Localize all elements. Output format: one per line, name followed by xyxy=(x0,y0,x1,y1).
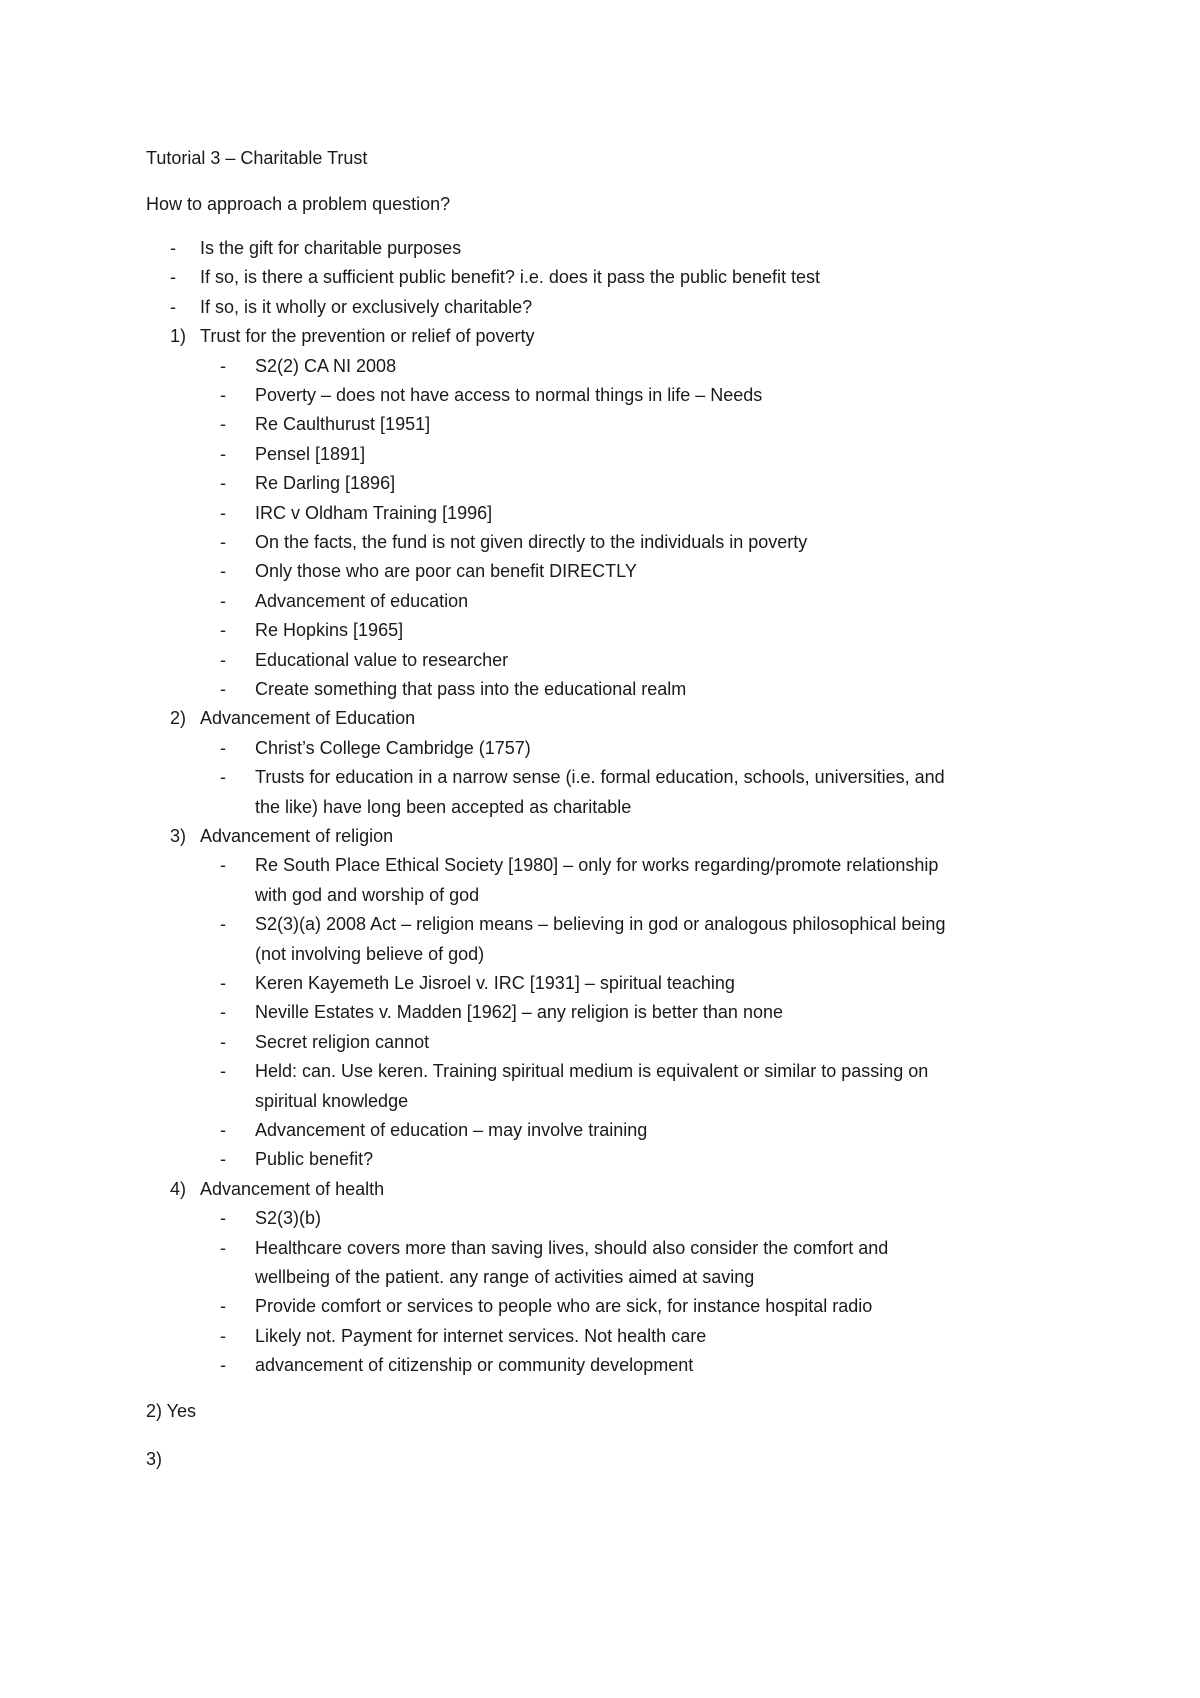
bullet-dash: - xyxy=(220,1355,226,1376)
list-item: IRC v Oldham Training [1996] xyxy=(255,502,493,523)
bullet-dash: - xyxy=(220,1208,226,1229)
bullet-dash: - xyxy=(220,1149,226,1170)
list-item: Educational value to researcher xyxy=(255,649,509,670)
section-number: 3) xyxy=(170,826,187,846)
list-item: Poverty – does not have access to normal things in life – Needs xyxy=(255,385,763,405)
document-title: Tutorial 3 – Charitable Trust xyxy=(146,148,368,168)
list-item: Re South Place Ethical Society [1980] – only for works regarding/promote relationship xyxy=(255,855,939,876)
bullet-dash: - xyxy=(220,973,226,993)
list-item-continuation: wellbeing of the patient. any range of activities aimed at saving xyxy=(255,1267,755,1287)
bullet-dash: - xyxy=(220,1002,226,1023)
approach-item: If so, is there a sufficient public benefit? i.e. does it pass the public benefit test xyxy=(200,267,821,288)
bullet-dash: - xyxy=(220,737,226,758)
list-item: Healthcare covers more than saving lives, should also consider the comfort and xyxy=(255,1237,889,1258)
bullet-dash: - xyxy=(220,1325,226,1346)
list-item: Neville Estates v. Madden [1962] – any religion is better than none xyxy=(255,1002,783,1023)
bullet-dash: - xyxy=(220,1237,226,1258)
list-item-continuation: the like) have long been accepted as charitable xyxy=(255,796,632,817)
section-heading: Trust for the prevention or relief of poverty xyxy=(200,326,535,347)
bullet-dash: - xyxy=(220,561,226,582)
section-heading: Advancement of religion xyxy=(200,826,394,846)
bullet-dash: - xyxy=(220,620,226,641)
list-item: Pensel [1891] xyxy=(255,443,366,464)
list-item: Held: can. Use keren. Training spiritual medium is equivalent or similar to passing on xyxy=(255,1061,929,1082)
section-number: 4) xyxy=(170,1178,187,1199)
list-item: Likely not. Payment for internet services. Not health care xyxy=(255,1325,707,1346)
bullet-dash: - xyxy=(220,590,226,611)
list-item: Re Hopkins [1965] xyxy=(255,620,404,641)
bullet-dash: - xyxy=(220,1031,226,1052)
bullet-dash: - xyxy=(220,1296,226,1317)
list-item: Public benefit? xyxy=(255,1149,374,1170)
bullet-dash: - xyxy=(220,767,226,788)
bullet-dash: - xyxy=(170,296,176,317)
section-number: 1) xyxy=(170,326,187,347)
intro-question: How to approach a problem question? xyxy=(146,194,451,214)
section-heading: Advancement of Education xyxy=(200,708,416,729)
bullet-dash: - xyxy=(220,414,226,435)
bullet-dash: - xyxy=(220,649,226,670)
list-item: Advancement of education xyxy=(255,590,469,611)
bullet-dash: - xyxy=(220,532,226,552)
bullet-dash: - xyxy=(220,1061,226,1082)
list-item: Create something that pass into the educational realm xyxy=(255,679,687,699)
bullet-dash: - xyxy=(220,385,226,405)
list-item: Provide comfort or services to people who are sick, for instance hospital radio xyxy=(255,1296,873,1317)
bullet-dash: - xyxy=(220,443,226,464)
bullet-dash: - xyxy=(220,473,226,494)
bullet-dash: - xyxy=(220,679,226,699)
approach-item: Is the gift for charitable purposes xyxy=(200,238,462,258)
bullet-dash: - xyxy=(220,502,226,523)
list-item: Only those who are poor can benefit DIRECTLY xyxy=(255,561,637,582)
bullet-dash: - xyxy=(220,914,226,935)
list-item: Christ’s College Cambridge (1757) xyxy=(255,737,531,758)
bullet-dash: - xyxy=(170,238,176,258)
list-item: advancement of citizenship or community development xyxy=(255,1355,694,1376)
list-item: Trusts for education in a narrow sense (i.e. formal education, schools, universities, and xyxy=(255,767,945,788)
list-item: Secret religion cannot xyxy=(255,1031,430,1052)
list-item: Keren Kayemeth Le Jisroel v. IRC [1931] – spiritual teaching xyxy=(255,973,735,993)
section-heading: Advancement of health xyxy=(200,1178,385,1199)
bullet-dash: - xyxy=(220,355,226,376)
list-item-continuation: (not involving believe of god) xyxy=(255,943,485,964)
section-number: 2) xyxy=(170,708,187,729)
answer-line: 2) Yes xyxy=(146,1400,197,1421)
list-item: On the facts, the fund is not given directly to the individuals in poverty xyxy=(255,532,808,552)
approach-item: If so, is it wholly or exclusively charitable? xyxy=(200,296,533,317)
list-item: Re Caulthurust [1951] xyxy=(255,414,431,435)
answer-line: 3) xyxy=(146,1448,163,1469)
list-item: S2(3)(a) 2008 Act – religion means – believing in god or analogous philosophical being xyxy=(255,914,946,935)
bullet-dash: - xyxy=(220,855,226,876)
list-item: Advancement of education – may involve training xyxy=(255,1120,648,1140)
list-item: S2(3)(b) xyxy=(255,1208,322,1229)
bullet-dash: - xyxy=(220,1120,226,1140)
list-item: Re Darling [1896] xyxy=(255,473,396,494)
list-item-continuation: with god and worship of god xyxy=(255,884,480,905)
bullet-dash: - xyxy=(170,267,176,288)
list-item-continuation: spiritual knowledge xyxy=(255,1090,409,1111)
list-item: S2(2) CA NI 2008 xyxy=(255,355,397,376)
